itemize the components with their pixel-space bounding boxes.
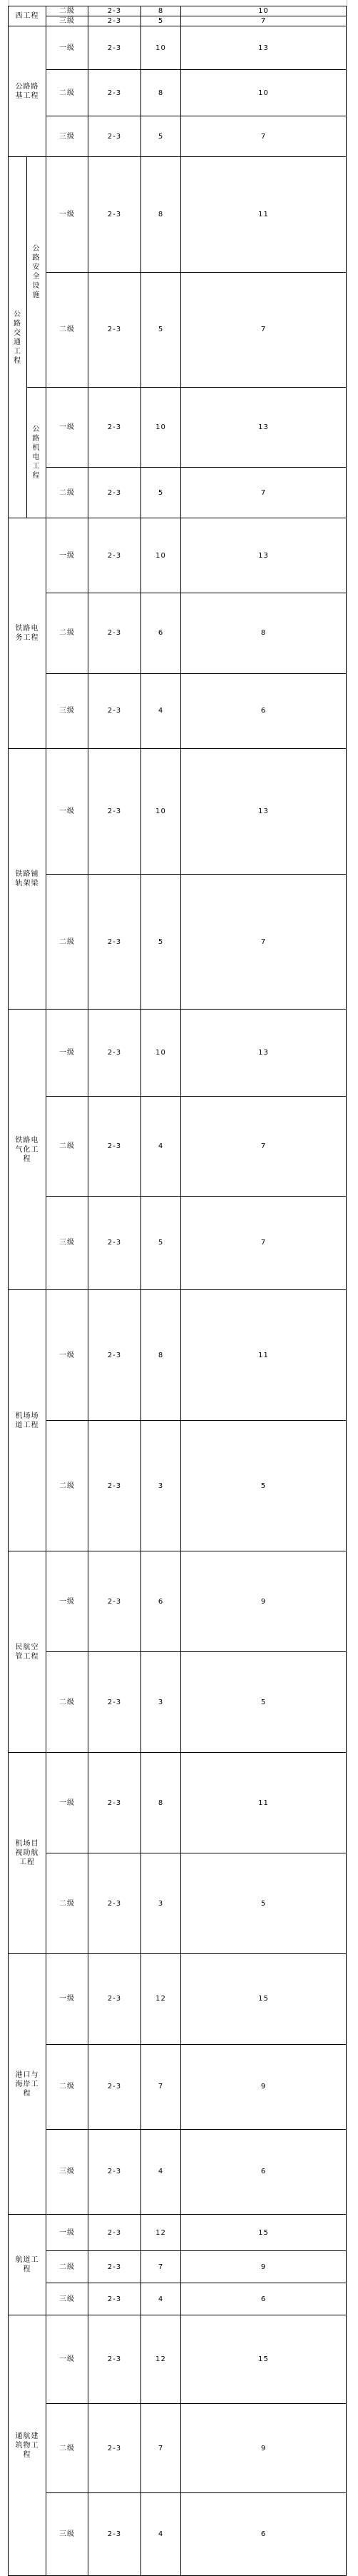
count-b-cell: 7 (181, 16, 347, 26)
table-row (9, 673, 347, 748)
category-cell: 铁路铺 轨架梁 (9, 749, 46, 1010)
count-b-cell: 13 (181, 26, 347, 70)
range-cell: 2-3 (88, 2283, 141, 2315)
category-cell: 铁路电 务工程 (9, 518, 46, 749)
count-b-cell: 13 (181, 1010, 347, 1097)
grade-cell: 二级 (46, 70, 88, 116)
grade-cell: 一级 (46, 157, 88, 273)
count-b-cell: 7 (181, 1097, 347, 1197)
table-row (9, 1196, 347, 1289)
range-cell: 2-3 (88, 16, 141, 26)
count-a-cell: 4 (141, 2283, 181, 2315)
count-a-cell: 5 (141, 875, 181, 1010)
count-b-cell: 11 (181, 1753, 347, 1853)
range-cell: 2-3 (88, 272, 141, 388)
count-a-cell: 7 (141, 2251, 181, 2283)
count-b-cell: 6 (181, 2129, 347, 2214)
range-cell: 2-3 (88, 1853, 141, 1954)
count-b-cell: 10 (181, 70, 347, 116)
table-row (9, 2129, 347, 2214)
count-b-cell: 9 (181, 1551, 347, 1652)
count-b-cell: 5 (181, 1652, 347, 1753)
category-cell: 机场目 视助航 工程 (9, 1753, 46, 1954)
range-cell: 2-3 (88, 468, 141, 518)
range-cell: 2-3 (88, 1421, 141, 1551)
grade-cell: 一级 (46, 1954, 88, 2045)
count-a-cell: 12 (141, 1954, 181, 2045)
subcategory-cell: 公 路 安 全 设 施 (27, 157, 46, 388)
grade-cell: 三级 (46, 116, 88, 157)
table-row (9, 1097, 347, 1197)
count-b-cell: 8 (181, 593, 347, 674)
grade-cell: 一级 (46, 388, 88, 468)
table-row (9, 2283, 347, 2315)
count-b-cell: 5 (181, 1853, 347, 1954)
count-b-cell: 15 (181, 1954, 347, 2045)
count-a-cell: 4 (141, 2129, 181, 2214)
table-row (9, 1010, 347, 1097)
table-row (9, 388, 347, 468)
table-row (9, 1652, 347, 1753)
grade-cell: 二级 (46, 2251, 88, 2283)
count-a-cell: 10 (141, 26, 181, 70)
category-cell: 机场场 道工程 (9, 1290, 46, 1551)
count-b-cell: 9 (181, 2044, 347, 2129)
count-a-cell: 4 (141, 673, 181, 748)
range-cell: 2-3 (88, 157, 141, 273)
page-corner-mark-right (347, 0, 354, 7)
grade-cell: 三级 (46, 2283, 88, 2315)
count-a-cell: 12 (141, 2215, 181, 2251)
table-row (9, 1853, 347, 1954)
count-a-cell: 6 (141, 593, 181, 674)
table-row (9, 1954, 347, 2045)
range-cell: 2-3 (88, 70, 141, 116)
category-cell: 西工程 (9, 6, 46, 26)
table-row (9, 875, 347, 1010)
grade-cell: 二级 (46, 593, 88, 674)
count-b-cell: 6 (181, 2283, 347, 2315)
range-cell: 2-3 (88, 2492, 141, 2575)
count-b-cell: 11 (181, 1290, 347, 1421)
table-row (9, 2404, 347, 2492)
count-a-cell: 7 (141, 2044, 181, 2129)
count-a-cell: 10 (141, 1010, 181, 1097)
grade-cell: 一级 (46, 2215, 88, 2251)
table-row (9, 518, 347, 593)
count-a-cell: 3 (141, 1652, 181, 1753)
count-a-cell: 5 (141, 116, 181, 157)
count-a-cell: 8 (141, 6, 181, 16)
category-cell: 通航建 筑物工 程 (9, 2315, 46, 2576)
range-cell: 2-3 (88, 116, 141, 157)
count-b-cell: 15 (181, 2215, 347, 2251)
range-cell: 2-3 (88, 2215, 141, 2251)
range-cell: 2-3 (88, 673, 141, 748)
count-b-cell: 6 (181, 2492, 347, 2575)
grade-cell: 二级 (46, 6, 88, 16)
count-a-cell: 3 (141, 1421, 181, 1551)
count-b-cell: 15 (181, 2315, 347, 2404)
grade-cell: 三级 (46, 1196, 88, 1289)
table-row (9, 6, 347, 16)
range-cell: 2-3 (88, 749, 141, 875)
count-b-cell: 10 (181, 6, 347, 16)
grade-cell: 二级 (46, 1652, 88, 1753)
count-a-cell: 8 (141, 70, 181, 116)
count-a-cell: 7 (141, 2404, 181, 2492)
count-b-cell: 9 (181, 2404, 347, 2492)
category-cell: 航道工 程 (9, 2215, 46, 2315)
category-cell: 公路路 基工程 (9, 26, 46, 157)
count-a-cell: 8 (141, 1290, 181, 1421)
count-b-cell: 9 (181, 2251, 347, 2283)
table-row (9, 157, 347, 273)
count-a-cell: 12 (141, 2315, 181, 2404)
grade-cell: 一级 (46, 1753, 88, 1853)
count-a-cell: 3 (141, 1853, 181, 1954)
count-a-cell: 6 (141, 1551, 181, 1652)
grade-cell: 二级 (46, 2404, 88, 2492)
grade-cell: 二级 (46, 468, 88, 518)
table-row (9, 2251, 347, 2283)
count-a-cell: 4 (141, 1097, 181, 1197)
table-row (9, 749, 347, 875)
range-cell: 2-3 (88, 2044, 141, 2129)
table-row (9, 593, 347, 674)
table-row (9, 26, 347, 70)
range-cell: 2-3 (88, 1954, 141, 2045)
count-b-cell: 13 (181, 518, 347, 593)
count-a-cell: 4 (141, 2492, 181, 2575)
grade-cell: 三级 (46, 2129, 88, 2214)
range-cell: 2-3 (88, 1652, 141, 1753)
table-row (9, 1551, 347, 1652)
range-cell: 2-3 (88, 1290, 141, 1421)
grade-cell: 一级 (46, 1551, 88, 1652)
grade-cell: 一级 (46, 749, 88, 875)
count-b-cell: 7 (181, 272, 347, 388)
grade-cell: 二级 (46, 272, 88, 388)
grade-cell: 二级 (46, 875, 88, 1010)
grade-cell: 二级 (46, 1421, 88, 1551)
range-cell: 2-3 (88, 875, 141, 1010)
range-cell: 2-3 (88, 1097, 141, 1197)
count-a-cell: 5 (141, 468, 181, 518)
range-cell: 2-3 (88, 26, 141, 70)
range-cell: 2-3 (88, 1010, 141, 1097)
table-row (9, 468, 347, 518)
grade-cell: 一级 (46, 518, 88, 593)
count-a-cell: 10 (141, 518, 181, 593)
range-cell: 2-3 (88, 593, 141, 674)
range-cell: 2-3 (88, 518, 141, 593)
table-row (9, 16, 347, 26)
table-row (9, 1421, 347, 1551)
range-cell: 2-3 (88, 6, 141, 16)
range-cell: 2-3 (88, 2129, 141, 2214)
table-row (9, 116, 347, 157)
subcategory-cell: 公 路 机 电 工 程 (27, 388, 46, 518)
qualification-table (8, 6, 347, 2576)
grade-cell: 三级 (46, 16, 88, 26)
count-b-cell: 6 (181, 673, 347, 748)
table-row (9, 2492, 347, 2575)
grade-cell: 二级 (46, 1853, 88, 1954)
count-a-cell: 8 (141, 1753, 181, 1853)
count-b-cell: 13 (181, 749, 347, 875)
grade-cell: 二级 (46, 1097, 88, 1197)
table-row (9, 1753, 347, 1853)
grade-cell: 一级 (46, 2315, 88, 2404)
count-b-cell: 5 (181, 1421, 347, 1551)
count-a-cell: 10 (141, 388, 181, 468)
range-cell: 2-3 (88, 2251, 141, 2283)
count-a-cell: 5 (141, 1196, 181, 1289)
category-cell: 公 路 交 通 工 程 (9, 157, 27, 518)
range-cell: 2-3 (88, 1551, 141, 1652)
grade-cell: 一级 (46, 1010, 88, 1097)
grade-cell: 三级 (46, 673, 88, 748)
count-a-cell: 8 (141, 157, 181, 273)
table-row (9, 2044, 347, 2129)
count-b-cell: 7 (181, 468, 347, 518)
grade-cell: 二级 (46, 2044, 88, 2129)
category-cell: 铁路电 气化工 程 (9, 1010, 46, 1290)
category-cell: 民航空 管工程 (9, 1551, 46, 1753)
table-row (9, 1290, 347, 1421)
range-cell: 2-3 (88, 1753, 141, 1853)
table-row (9, 2215, 347, 2251)
table-row (9, 272, 347, 388)
count-a-cell: 5 (141, 16, 181, 26)
count-b-cell: 11 (181, 157, 347, 273)
count-b-cell: 7 (181, 875, 347, 1010)
range-cell: 2-3 (88, 388, 141, 468)
category-cell: 港口与 海岸工 程 (9, 1954, 46, 2215)
count-b-cell: 7 (181, 116, 347, 157)
grade-cell: 一级 (46, 1290, 88, 1421)
table-row (9, 70, 347, 116)
count-b-cell: 7 (181, 1196, 347, 1289)
range-cell: 2-3 (88, 2315, 141, 2404)
range-cell: 2-3 (88, 2404, 141, 2492)
count-a-cell: 10 (141, 749, 181, 875)
grade-cell: 三级 (46, 2492, 88, 2575)
table-row (9, 2315, 347, 2404)
range-cell: 2-3 (88, 1196, 141, 1289)
grade-cell: 一级 (46, 26, 88, 70)
count-b-cell: 13 (181, 388, 347, 468)
count-a-cell: 5 (141, 272, 181, 388)
